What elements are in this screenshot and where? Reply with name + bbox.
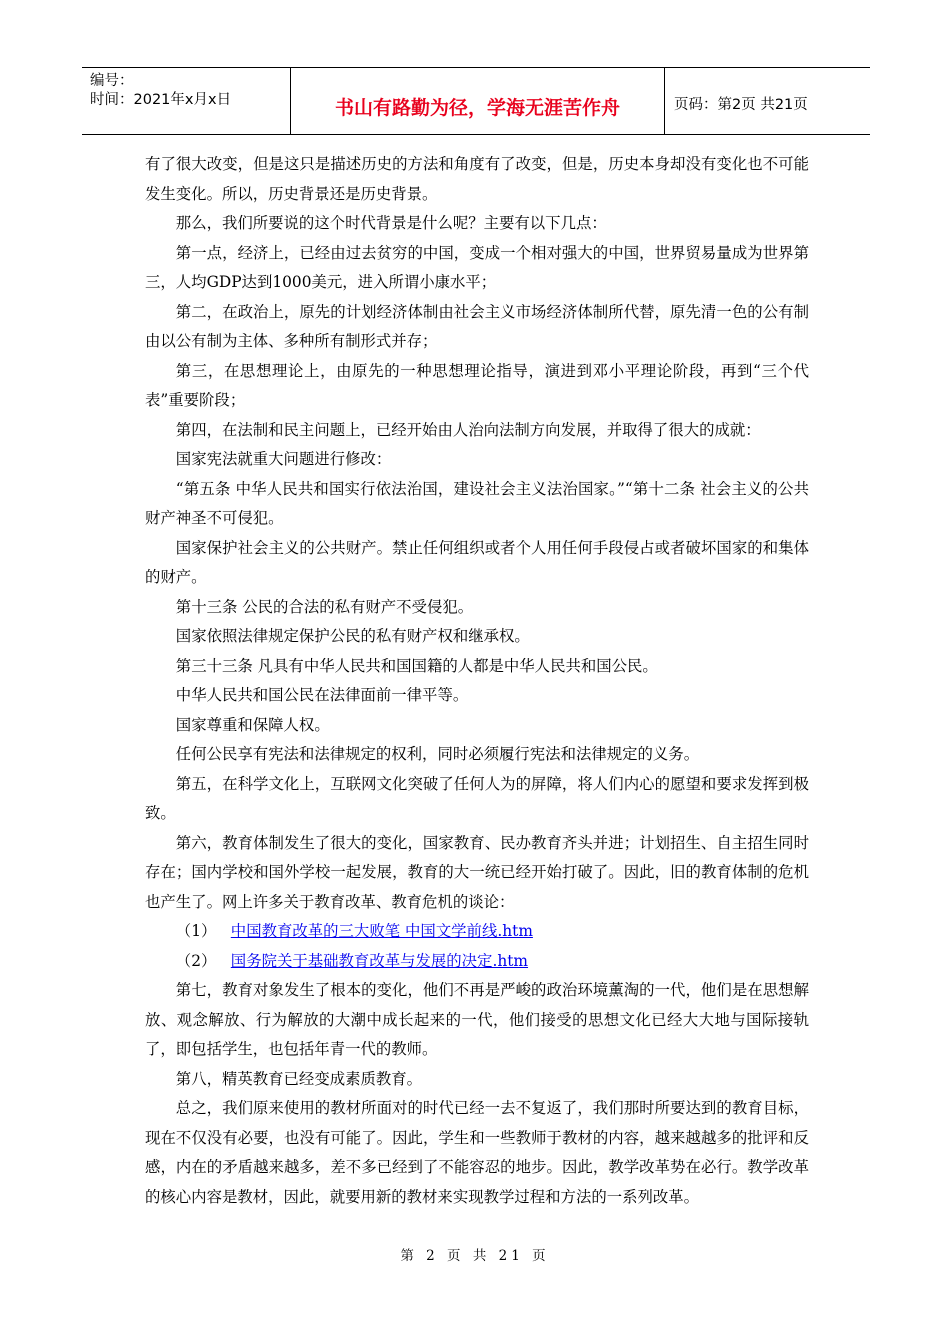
header-meta (82, 68, 291, 134)
paragraph: 中华人民共和国公民在法律面前一律平等。 (175, 686, 469, 704)
link-state-council-decision[interactable]: 国务院关于基础教育改革与发展的决定.htm (230, 951, 529, 970)
paragraph: 国家依照法律规定保护公民的私有财产权和继承权。 (175, 627, 530, 645)
paragraph: 国家保护社会主义的公共财产。禁止任何组织或者个人用任何手段侵占或者破坏国家的和集体的财产。 (145, 538, 809, 586)
paragraph: 第三十三条 凡具有中华人民共和国国籍的人都是中华人民共和国公民。 (175, 656, 658, 675)
page-footer: 第 2 页 共 21 页 (400, 1248, 550, 1264)
page-header (82, 67, 870, 135)
paragraph: 第二，在政治上，原先的计划经济体制由社会主义市场经济体制所代替，原先清一色的公有制由以公有制为主体、多种所有制形式并存； (145, 302, 809, 350)
link-item (145, 947, 809, 977)
header-motto: 书山有路勤为径，学海无涯苦作舟 (291, 68, 665, 134)
paragraph: 总之，我们原来使用的教材所面对的时代已经一去不复返了，我们那时所要达到的教育目标，现在不仅没有必要，也没有可能了。因此，学生和一些教师于教材的内容，越来越越多的批评和反感，内在的矛盾越来越多，差不多已经到了不能容忍的地步。因此，教学改革势在必行。教学改革的核心内容是教材，因此，就要用新的教材来实现教学过程和方法的一系列改革。 (145, 1099, 809, 1206)
header-page-info: 页码：第2页 共21页 (674, 96, 808, 113)
number-label: 编号： (90, 73, 134, 89)
paragraph: 任何公民享有宪法和法律规定的权利，同时必须履行宪法和法律规定的义务。 (175, 745, 700, 763)
paragraph: 第七，教育对象发生了根本的变化，他们不再是严峻的政治环境薰淘的一代，他们是在思想解放、观念解放、行为解放的大潮中成长起来的一代，他们接受的思想文化已经大大地与国际接轨了，即包括学生，也包括年青一代的教师。 (145, 981, 809, 1058)
link-education-reform-failures[interactable]: 中国教育改革的三大败笔 中国文学前线.htm (230, 922, 533, 940)
paragraph: 第五，在科学文化上，互联网文化突破了任何人为的屏障，将人们内心的愿望和要求发挥到极致。 (145, 774, 809, 822)
paragraph: 有了很大改变，但是这只是描述历史的方法和角度有了改变，但是，历史本身却没有变化也不可能发生变化。所以，历史背景还是历史背景。 (145, 155, 809, 203)
document-body (145, 150, 809, 1212)
paragraph: 第四，在法制和民主问题上，已经开始由人治向法制方向发展，并取得了很大的成就： (175, 420, 761, 439)
paragraph: 第六，教育体制发生了很大的变化，国家教育、民办教育齐头并进；计划招生、自主招生同时存在；国内学校和国外学校一起发展，教育的大一统已经开始打破了。因此，旧的教育体制的危机也产生了。网上许多关于教育改革、教育危机的谈论： (145, 833, 809, 911)
paragraph: 国家宪法就重大问题进行修改： (175, 450, 392, 468)
paragraph: 第八，精英教育已经变成素质教育。 (175, 1069, 423, 1088)
paragraph: 国家尊重和保障人权。 (175, 715, 330, 734)
paragraph: 第十三条 公民的合法的私有财产不受侵犯。 (175, 597, 474, 616)
paragraph: “第五条 中华人民共和国实行依法治国，建设社会主义法治国家。”“第十二条 社会主义的公共财产神圣不可侵犯。 (145, 479, 809, 527)
link-item (145, 917, 809, 947)
link-number: （2） (175, 951, 217, 970)
paragraph: 第三，在思想理论上，由原先的一种思想理论指导，演进到邓小平理论阶段，再到“三个代表”重要阶段； (145, 361, 809, 409)
link-number: （1） (175, 922, 217, 940)
time-label: 时间：2021年x月x日 (90, 92, 232, 108)
paragraph: 第一点，经济上，已经由过去贫穷的中国，变成一个相对强大的中国，世界贸易量成为世界第三，人均GDP达到1000美元，进入所谓小康水平； (145, 243, 809, 291)
paragraph: 那么，我们所要说的这个时代背景是什么呢？主要有以下几点： (175, 214, 607, 232)
